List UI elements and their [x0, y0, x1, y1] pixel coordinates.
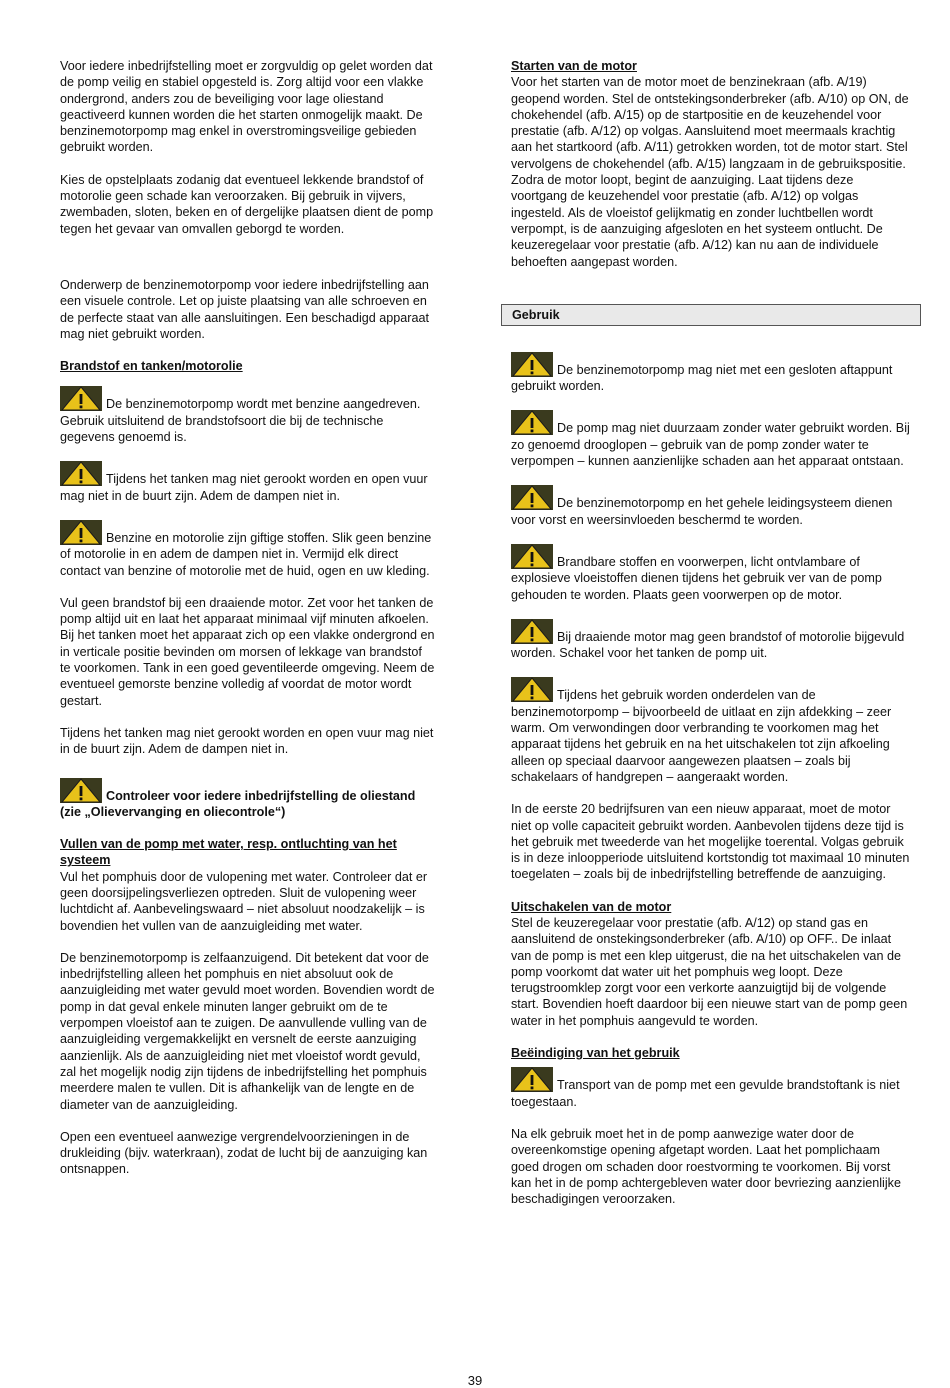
warning-text: Bij draaiende motor mag geen brandstof of motorolie bijgevuld worden. Schakel voor het tanken de pomp uit. — [511, 629, 905, 661]
warning-note — [511, 410, 911, 469]
warning-text: De benzinemotorpomp en het gehele leidingsysteem dienen voor vorst en weersinvloeden beschermd te worden. — [511, 496, 893, 527]
warning-triangle-icon — [511, 1067, 553, 1092]
paragraph: Onderwerp de benzinemotorpomp voor iedere inbedrijfstelling aan een visuele controle. Let op juiste plaatsing van alle schroeven en de perfecte staat van alle aansluitingen. Een beschadigd apparaat mag niet gebruikt worden. — [60, 277, 429, 341]
section-heading: Uitschakelen van de motor — [511, 899, 672, 914]
warning-text: Tijdens het gebruik worden onderdelen van de benzinemotorpomp – bijvoorbeeld de uitlaat en zijn afdekking – zeer warm. Om verwondingen door verbranding te voorkomen mag het apparaat tijdens het gebruik en na het uitschakelen tot zijn afkoeling alleen op speciaal daarvoor aangewezen plaatsen – zoals bij schakelaars of handgrepen – aangeraakt worden. — [511, 688, 892, 784]
paragraph: Stel de keuzeregelaar voor prestatie (afb. A/12) op stand gas en aansluitend de onstekingsonderbreker (afb. A/10) op OFF.. De inlaat van de pomp is met een klep uitgerust, die na het uitschakelen van de pomp voorkomt dat water uit het pomphuis weg loopt. Deze terugstroomklep zorgt voor een verkorte aanzuigtijd bij de volgende start. Bovendien hoeft daardoor bij een nieuwe start van de pomp geen water in het pomphuis aangevuld te worden. — [511, 915, 908, 1028]
warning-note — [511, 544, 911, 603]
warning-note — [511, 485, 911, 528]
paragraph: De benzinemotorpomp is zelfaanzuigend. Dit betekent dat voor de inbedrijfstelling alleen het pomphuis en niet absoluut ook de aanzuigleiding met water gevuld moet worden. Bovendien wordt de pomp in dat geval enkele minuten langer gebruikt om de te verpompen vloeistof aan te zuigen. De aanvullende vulling van de aanzuigleiding vergemakkelijkt en versnelt de eerste aanzuiging aanzienlijk. Als de aanzuigleiding niet met vloeistof wordt gevuld, zal het mogelijk nodig zijn tijdens de inbedrijfstelling het pomphuis meerdere malen te vullen. Dit is afhankelijk van de lengte en de diameter van de aanzuigleiding. — [60, 950, 435, 1112]
warning-text: Benzine en motorolie zijn giftige stoffen. Slik geen benzine of motorolie in en adem de dampen niet in. Vermijd elk direct contact van benzine of motorolie met de huid, ogen en uw kleding. — [60, 530, 432, 578]
warning-note — [60, 461, 435, 504]
warning-triangle-icon — [511, 544, 553, 569]
warning-note — [511, 1067, 911, 1110]
paragraph: Vul geen brandstof bij een draaiende motor. Zet voor het tanken de pomp altijd uit en laat het apparaat minimaal vijf minuten afkoelen. Bij het tanken moet het apparaat zich op een vlakke ondergrond en in verticale positie bevinden om morsen of lekkage van brandstof te voorkomen. Tank in een goed geventileerde omgeving. Neem de eventueel gemorste benzine volledig af voordat de motor wordt gestart. — [60, 595, 435, 708]
warning-text: Tijdens het tanken mag niet gerookt worden en open vuur mag niet in de buurt zijn. Adem de dampen niet in. — [60, 472, 428, 503]
warning-text: Brandbare stoffen en voorwerpen, licht ontvlambare of explosieve vloeistoffen dienen tijdens het gebruik ver van de pomp gehouden te worden. Plaats geen voorwerpen op de motor. — [511, 554, 882, 602]
warning-triangle-icon — [511, 677, 553, 702]
warning-triangle-icon — [60, 778, 102, 803]
warning-note — [60, 778, 435, 821]
left-column — [60, 58, 435, 1194]
paragraph: Voor het starten van de motor moet de benzinekraan (afb. A/19) geopend worden. Stel de ontstekingsonderbreker (afb. A/10) op ON, de chokehendel (afb. A/15) op de startpositie en de keuzehendel voor prestatie (afb. A/12) op volgas. Aansluitend moet meermaals krachtig aan het startkoord (afb. A/11) getrokken worden, tot de motor start. Stel vervolgens de chokehendel (afb. A/15) langzaam in de gebruikspositie. Zodra de motor loopt, begint de aanzuiging. Laat tijdens deze voortgang de keuzehendel voor prestatie (afb. A/12) op volgas ingesteld. Als de vloeistof gelijkmatig en zonder luchtbellen wordt verpompt, is de aanzuiging afgesloten en het systeem ontlucht. De keuzeregelaar voor prestatie (afb. A/12) kan nu aan de individuele behoeften aangepast worden. — [511, 75, 909, 269]
warning-text: Transport van de pomp met een gevulde brandstoftank is niet toegestaan. — [511, 1078, 900, 1109]
paragraph: Kies de opstelplaats zodanig dat eventueel lekkende brandstof of motorolie geen schade kan veroorzaken. Bij gebruik in vijvers, zwembaden, sloten, beken en of dergelijke plaatsen dient de pomp tegen het gevaar van omvallen geborgd te worden. — [60, 172, 434, 236]
warning-text: Controleer voor iedere inbedrijfstelling de oliestand (zie „Olievervanging en oliecontrole“) — [60, 788, 416, 819]
warning-triangle-icon — [511, 352, 553, 377]
warning-text: De benzinemotorpomp mag niet met een gesloten aftappunt gebruikt worden. — [511, 362, 893, 394]
right-column — [511, 58, 911, 1223]
paragraph: Tijdens het tanken mag niet gerookt worden en open vuur mag niet in de buurt zijn. Adem de dampen niet in. — [60, 725, 434, 757]
section-heading: Brandstof en tanken/motorolie — [60, 359, 243, 374]
warning-triangle-icon — [511, 619, 553, 644]
paragraph: Na elk gebruik moet het in de pomp aanwezige water door de overeenkomstige opening afgetapt worden. Laat het pomplichaam goed drogen om schaden door roestvorming te voorkomen. Bij vorst kan het in de pomp achtergebleven water door bevriezing aanzienlijke beschadigingen veroorzaken. — [511, 1126, 901, 1207]
warning-note — [511, 677, 911, 785]
paragraph: Vul het pomphuis door de vulopening met water. Controleer dat er geen doorsijpelingsverliezen optreden. Sluit de vulopening weer luchtdicht af. Aanbevelingswaard – niet absoluut noodzakelijk – is bovendien het vullen van de aanzuigleiding met water. — [60, 869, 428, 933]
warning-triangle-icon — [60, 520, 102, 545]
paragraph: In de eerste 20 bedrijfsuren van een nieuw apparaat, moet de motor niet op volle capaciteit gebruikt worden. Aanbevolen tijdens deze tijd is het gebruik met tweederde van het mogelijke toerental. Volgas gebruik is in deze inloopperiode uitsluitend kortstondig tot maximaal 10 minuten toegelaten – zoals bij de inbedrijfstelling betreffende de aanzuiging. — [511, 802, 910, 882]
warning-note — [511, 619, 911, 662]
warning-triangle-icon — [60, 386, 102, 411]
warning-note — [60, 520, 435, 579]
section-bar: Gebruik — [501, 304, 921, 326]
paragraph: Open een eventueel aanwezige vergrendelvoorzieningen in de drukleiding (bijv. waterkraan), zodat de lucht bij de aanzuiging kan ontsnappen. — [60, 1129, 428, 1177]
page-number: 39 — [467, 1373, 483, 1388]
section-heading: Starten van de motor — [511, 59, 637, 73]
warning-triangle-icon — [511, 410, 553, 435]
warning-note — [511, 352, 911, 395]
warning-text: De benzinemotorpomp wordt met benzine aangedreven. Gebruik uitsluitend de brandstofsoort die bij de technische gegevens genoemd is. — [60, 397, 421, 445]
paragraph: Voor iedere inbedrijfstelling moet er zorgvuldig op gelet worden dat de pomp veilig en stabiel opgesteld is. Zorg altijd voor een vlakke ondergrond, anders zou de beveiliging voor lage oliestand geactiveerd kunnen worden die het starten onmogelijk maakt. De benzinemotorpomp mag enkel in overstromingsveilige gebieden gebruikt worden. — [60, 59, 433, 155]
section-heading: Vullen van de pomp met water, resp. ontluchting van het systeem — [60, 837, 397, 868]
warning-triangle-icon — [60, 461, 102, 486]
warning-text: De pomp mag niet duurzaam zonder water gebruikt worden. Bij zo genoemd drooglopen – gebruik van de pomp zonder water te verpompen – kunnen aanzienlijke schaden aan het apparaat ontstaan. — [511, 421, 910, 469]
warning-note — [60, 386, 435, 445]
warning-triangle-icon — [511, 485, 553, 510]
section-heading: Beëindiging van het gebruik — [511, 1046, 680, 1061]
